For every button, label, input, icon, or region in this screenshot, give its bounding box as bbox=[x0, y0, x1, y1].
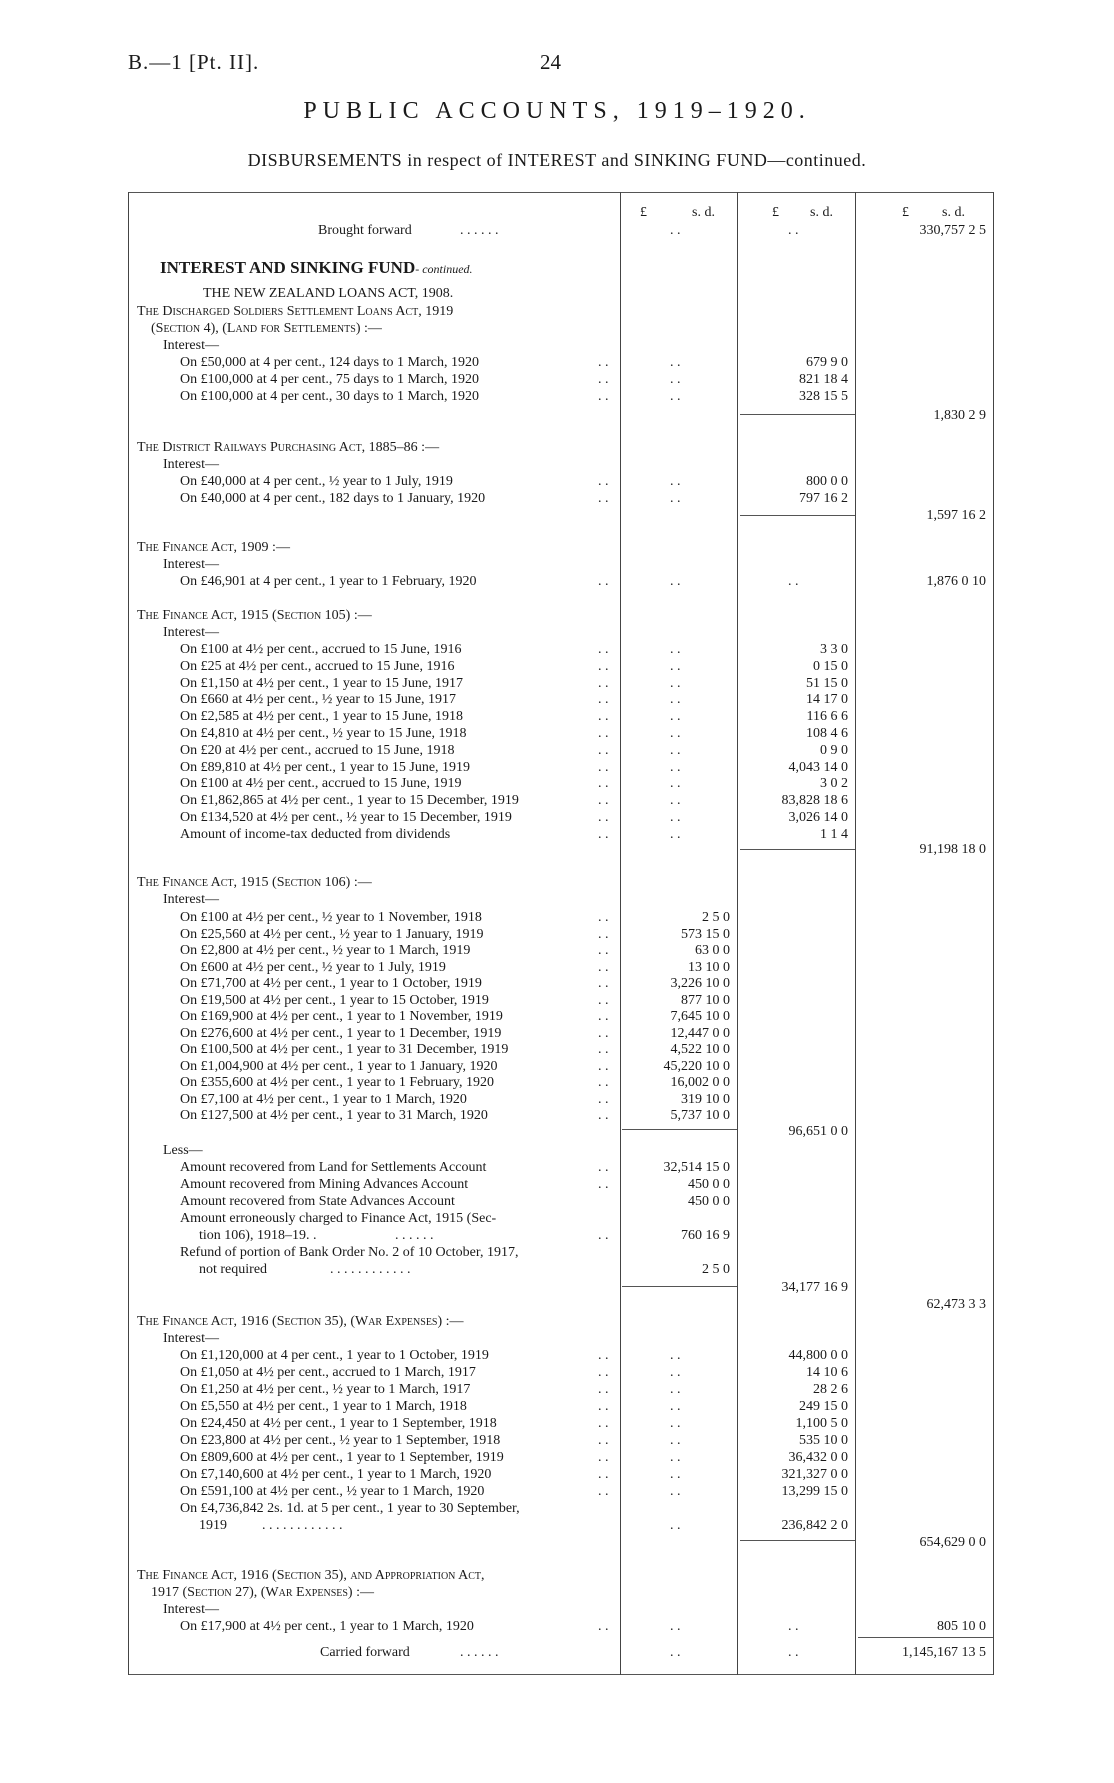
section-heading-main: INTEREST AND SINKING FUND bbox=[160, 258, 416, 277]
col3-sd-header: s. d. bbox=[942, 205, 965, 220]
brought-forward-total: 330,757 2 5 bbox=[919, 223, 986, 238]
amount: 3,226 10 0 bbox=[670, 976, 730, 991]
amount: 116 6 6 bbox=[806, 709, 848, 725]
leader-dots: . . bbox=[598, 1108, 609, 1123]
leader-dots: . . bbox=[670, 826, 681, 842]
leader-dots: . . bbox=[598, 1484, 609, 1499]
amount: 3,026 14 0 bbox=[788, 810, 848, 825]
amount: 4,043 14 0 bbox=[788, 759, 848, 775]
amount: 2 5 0 bbox=[702, 910, 730, 925]
page-number: 24 bbox=[540, 50, 561, 74]
interest-label: Interest— bbox=[163, 338, 219, 353]
leader-dots: . . bbox=[670, 1399, 681, 1414]
list-item: On £4,736,842 2s. 1d. at 5 per cent., 1 year to 30 September, bbox=[180, 1501, 520, 1516]
list-item: On £100 at 4½ per cent., accrued to 15 June, 1919 bbox=[180, 776, 462, 792]
leader-dots: . . bbox=[598, 675, 609, 691]
leader-dots: . . bbox=[670, 574, 681, 589]
col2-sd-header: s. d. bbox=[810, 205, 833, 220]
list-item: On £1,250 at 4½ per cent., ½ year to 1 March, 1917 bbox=[180, 1382, 471, 1397]
leader-dots: . . bbox=[598, 726, 609, 741]
leader-dots: . . bbox=[598, 1467, 609, 1482]
amount: 450 0 0 bbox=[688, 1177, 730, 1192]
leader-dots: . . bbox=[598, 1365, 609, 1380]
amount: 800 0 0 bbox=[806, 474, 848, 489]
list-item: On £17,900 at 4½ per cent., 1 year to 1 March, 1920 bbox=[180, 1619, 474, 1634]
col1-pound-header: £ bbox=[640, 205, 647, 220]
list-item: On £660 at 4½ per cent., ½ year to 15 June, 1917 bbox=[180, 692, 457, 708]
list-item: On £2,800 at 4½ per cent., ½ year to 1 March, 1919 bbox=[180, 943, 471, 958]
document-reference: B.—1 [Pt. II]. bbox=[128, 50, 260, 74]
subtotal-rule bbox=[740, 849, 855, 850]
amount: 0 15 0 bbox=[813, 658, 848, 674]
list-item: On £5,550 at 4½ per cent., 1 year to 1 March, 1918 bbox=[180, 1399, 467, 1414]
amount: 7,645 10 0 bbox=[670, 1009, 730, 1024]
list-item: On £46,901 at 4 per cent., 1 year to 1 February, 1920 bbox=[180, 574, 477, 589]
leader-dots: . . bbox=[670, 1645, 681, 1660]
interest-label: Interest— bbox=[163, 1602, 219, 1617]
amount: 83,828 18 6 bbox=[781, 793, 848, 809]
leader-dots: . . bbox=[598, 959, 609, 975]
page-subtitle: DISBURSEMENTS in respect of INTEREST and SINKING FUND—continued. bbox=[247, 150, 867, 170]
amount: 249 15 0 bbox=[799, 1399, 848, 1414]
leader-dots: . . bbox=[598, 1091, 609, 1107]
amount: 2 5 0 bbox=[702, 1262, 730, 1277]
amount: 450 0 0 bbox=[688, 1194, 730, 1209]
amount: 535 10 0 bbox=[799, 1433, 848, 1448]
leader-dots: . . bbox=[788, 1619, 799, 1634]
block5-less-total: 34,177 16 9 bbox=[781, 1280, 848, 1295]
leader-dots: . . bbox=[670, 1382, 681, 1397]
interest-label: Interest— bbox=[163, 892, 219, 907]
list-item: On £100,000 at 4 per cent., 75 days to 1 March, 1920 bbox=[180, 372, 479, 387]
block4-total: 91,198 18 0 bbox=[919, 842, 986, 857]
amount: 5,737 10 0 bbox=[670, 1108, 730, 1123]
list-item: Amount recovered from Land for Settlements Account bbox=[180, 1160, 487, 1175]
list-item: Amount recovered from State Advances Account bbox=[180, 1194, 455, 1209]
leader-dots: . . bbox=[598, 474, 609, 489]
leader-dots: . . bbox=[598, 1228, 609, 1243]
list-item: On £2,585 at 4½ per cent., 1 year to 15 June, 1918 bbox=[180, 709, 464, 725]
leader-dots: . . bbox=[670, 759, 681, 775]
leader-dots: . . bbox=[598, 992, 609, 1008]
list-item: On £89,810 at 4½ per cent., 1 year to 15 June, 1919 bbox=[180, 759, 471, 775]
block1-title: The Discharged Soldiers Settlement Loans Act, 1919 bbox=[137, 304, 454, 319]
amount: 13,299 15 0 bbox=[781, 1484, 848, 1499]
section-heading-cont: - continued. bbox=[415, 262, 473, 276]
list-item: On £23,800 at 4½ per cent., ½ year to 1 September, 1918 bbox=[180, 1433, 501, 1448]
leader-dots: . . bbox=[598, 1058, 609, 1074]
leader-dots: . . bbox=[598, 1399, 609, 1414]
leader-dots: . . bbox=[598, 1619, 609, 1634]
leader-dots: . . bbox=[670, 726, 681, 741]
amount: 679 9 0 bbox=[806, 355, 848, 370]
list-item: On £355,600 at 4½ per cent., 1 year to 1 February, 1920 bbox=[180, 1075, 495, 1090]
list-item: On £7,100 at 4½ per cent., 1 year to 1 March, 1920 bbox=[180, 1091, 467, 1107]
leader-dots: . . bbox=[598, 1433, 609, 1448]
block1-total: 1,830 2 9 bbox=[933, 408, 986, 423]
table-top-rule bbox=[128, 192, 993, 193]
list-item: On £50,000 at 4 per cent., 124 days to 1 March, 1920 bbox=[180, 355, 479, 370]
list-item: On £24,450 at 4½ per cent., 1 year to 1 September, 1918 bbox=[180, 1416, 497, 1431]
list-item: On £100,000 at 4 per cent., 30 days to 1 March, 1920 bbox=[180, 389, 479, 404]
amount: 321,327 0 0 bbox=[781, 1467, 848, 1482]
leader-dots: . . bbox=[598, 810, 609, 825]
list-item: On £7,140,600 at 4½ per cent., 1 year to 1 March, 1920 bbox=[180, 1467, 492, 1482]
list-item: On £20 at 4½ per cent., accrued to 15 June, 1918 bbox=[180, 742, 455, 758]
list-item: On £1,004,900 at 4½ per cent., 1 year to 1 January, 1920 bbox=[180, 1058, 498, 1074]
subtotal-rule bbox=[740, 515, 855, 516]
leader-dots: . . bbox=[598, 389, 609, 404]
list-item: 1919 bbox=[199, 1518, 227, 1533]
col-rule-3 bbox=[855, 192, 856, 1675]
leader-dots: . . bbox=[598, 491, 609, 506]
amount: 1,100 5 0 bbox=[795, 1416, 848, 1431]
list-item: On £809,600 at 4½ per cent., 1 year to 1 September, 1919 bbox=[180, 1450, 504, 1465]
amount: 108 4 6 bbox=[806, 726, 848, 741]
amount: 45,220 10 0 bbox=[663, 1058, 730, 1074]
block5-total: 62,473 3 3 bbox=[926, 1297, 986, 1312]
leader-dots: . . bbox=[670, 1348, 681, 1363]
col2-pound-header: £ bbox=[772, 205, 779, 220]
amount: 0 9 0 bbox=[820, 742, 848, 758]
leader-dots: . . bbox=[598, 1025, 609, 1041]
col-rule-1 bbox=[620, 192, 621, 1675]
leader-dots: . . bbox=[598, 1177, 609, 1192]
leader-dots: . . bbox=[670, 223, 681, 238]
leader-dots: . . bbox=[598, 692, 609, 708]
leader-dots: . . . . . . . . . . . . bbox=[262, 1518, 343, 1533]
leader-dots: . . bbox=[598, 709, 609, 725]
block4-title: The Finance Act, 1915 (Section 105) :— bbox=[137, 608, 372, 623]
leader-dots: . . bbox=[670, 810, 681, 825]
leader-dots: . . bbox=[670, 1433, 681, 1448]
list-item: On £100 at 4½ per cent., ½ year to 1 November, 1918 bbox=[180, 910, 482, 925]
less-label: Less— bbox=[163, 1143, 203, 1158]
amount: 36,432 0 0 bbox=[788, 1450, 848, 1465]
leader-dots: . . bbox=[670, 709, 681, 725]
list-item: On £127,500 at 4½ per cent., 1 year to 31 March, 1920 bbox=[180, 1108, 488, 1123]
leader-dots: . . bbox=[598, 355, 609, 370]
list-item: Refund of portion of Bank Order No. 2 of 10 October, 1917, bbox=[180, 1245, 519, 1260]
amount: 14 17 0 bbox=[806, 692, 848, 708]
carried-forward-rule bbox=[858, 1637, 993, 1638]
list-item: tion 106), 1918–19. . bbox=[199, 1228, 317, 1243]
leader-dots: . . bbox=[670, 1416, 681, 1431]
amount: 12,447 0 0 bbox=[670, 1025, 730, 1041]
amount: 328 15 5 bbox=[799, 389, 848, 404]
leader-dots: . . bbox=[598, 1416, 609, 1431]
list-item: Amount recovered from Mining Advances Account bbox=[180, 1177, 469, 1192]
leader-dots: . . bbox=[598, 926, 609, 942]
amount: 821 18 4 bbox=[799, 372, 848, 387]
leader-dots: . . bbox=[598, 1450, 609, 1465]
block6-title: The Finance Act, 1916 (Section 35), (War Expenses) :— bbox=[137, 1314, 464, 1329]
leader-dots: . . bbox=[598, 976, 609, 991]
amount: 51 15 0 bbox=[806, 675, 848, 691]
leader-dots: . . bbox=[598, 910, 609, 925]
block7-total: 805 10 0 bbox=[937, 1619, 986, 1634]
amount: 3 0 2 bbox=[820, 776, 848, 792]
subtotal-rule bbox=[622, 1286, 737, 1287]
block3-title: The Finance Act, 1909 :— bbox=[137, 540, 290, 555]
leader-dots: . . bbox=[670, 1467, 681, 1482]
leader-dots: . . . . . . bbox=[395, 1228, 434, 1243]
list-item: On £276,600 at 4½ per cent., 1 year to 1 December, 1919 bbox=[180, 1025, 502, 1041]
leader-dots: . . bbox=[670, 491, 681, 506]
block3-total: 1,876 0 10 bbox=[926, 574, 986, 589]
col-rule-left bbox=[128, 192, 129, 1675]
carried-forward-total: 1,145,167 13 5 bbox=[902, 1645, 986, 1660]
col1-sd-header: s. d. bbox=[692, 205, 715, 220]
list-item: On £19,500 at 4½ per cent., 1 year to 15 October, 1919 bbox=[180, 992, 489, 1008]
subtotal-rule bbox=[622, 1129, 737, 1130]
leader-dots: . . bbox=[670, 372, 681, 387]
list-item: On £1,862,865 at 4½ per cent., 1 year to 15 December, 1919 bbox=[180, 793, 519, 809]
leader-dots: . . bbox=[670, 1484, 681, 1499]
amount: 13 10 0 bbox=[688, 959, 730, 975]
block7-title-cont: 1917 (Section 27), (War Expenses) :— bbox=[151, 1585, 374, 1600]
leader-dots: . . bbox=[598, 574, 609, 589]
leader-dots: . . bbox=[598, 658, 609, 674]
list-item: On £100 at 4½ per cent., accrued to 15 June, 1916 bbox=[180, 642, 462, 657]
list-item: On £100,500 at 4½ per cent., 1 year to 31 December, 1919 bbox=[180, 1042, 509, 1057]
block1-title-cont: (Section 4), (Land for Settlements) :— bbox=[151, 321, 382, 336]
subtotal-rule bbox=[740, 414, 855, 415]
act-heading: THE NEW ZEALAND LOANS ACT, 1908. bbox=[203, 286, 454, 301]
col3-pound-header: £ bbox=[902, 205, 909, 220]
leader-dots: . . bbox=[598, 776, 609, 792]
leader-dots: . . bbox=[598, 742, 609, 758]
leader-dots: . . bbox=[788, 223, 799, 238]
leader-dots: . . bbox=[670, 692, 681, 708]
list-item: On £1,120,000 at 4 per cent., 1 year to 1 October, 1919 bbox=[180, 1348, 489, 1363]
amount: 236,842 2 0 bbox=[781, 1518, 848, 1533]
leader-dots: . . bbox=[670, 658, 681, 674]
list-item: On £169,900 at 4½ per cent., 1 year to 1 November, 1919 bbox=[180, 1009, 503, 1024]
block5-title: The Finance Act, 1915 (Section 106) :— bbox=[137, 875, 372, 890]
interest-label: Interest— bbox=[163, 457, 219, 472]
carried-forward-label: Carried forward bbox=[320, 1645, 410, 1660]
amount: 28 2 6 bbox=[813, 1382, 848, 1397]
list-item: On £591,100 at 4½ per cent., ½ year to 1 March, 1920 bbox=[180, 1484, 485, 1499]
interest-label: Interest— bbox=[163, 1331, 219, 1346]
leader-dots: . . bbox=[788, 1645, 799, 1660]
section-heading bbox=[160, 258, 473, 279]
interest-label: Interest— bbox=[163, 625, 219, 640]
leader-dots: . . bbox=[670, 642, 681, 657]
block6-total: 654,629 0 0 bbox=[919, 1535, 986, 1550]
amount: 63 0 0 bbox=[695, 943, 730, 958]
leader-dots: . . bbox=[598, 793, 609, 809]
leader-dots: . . bbox=[670, 776, 681, 792]
amount: 4,522 10 0 bbox=[670, 1042, 730, 1057]
list-item: On £1,050 at 4½ per cent., accrued to 1 March, 1917 bbox=[180, 1365, 476, 1380]
leader-dots: . . bbox=[598, 826, 609, 842]
block2-title: The District Railways Purchasing Act, 1885–86 :— bbox=[137, 440, 440, 455]
page-title: PUBLIC ACCOUNTS, 1919–1920. bbox=[303, 98, 811, 124]
amount: 3 3 0 bbox=[820, 642, 848, 657]
leader-dots: . . bbox=[670, 793, 681, 809]
leader-dots: . . . . . . . . . . . . bbox=[330, 1262, 411, 1277]
leader-dots: . . bbox=[670, 675, 681, 691]
leader-dots: . . bbox=[598, 1009, 609, 1024]
interest-label: Interest— bbox=[163, 557, 219, 572]
leader-dots: . . bbox=[598, 943, 609, 958]
list-item: not required bbox=[199, 1262, 268, 1277]
leader-dots: . . bbox=[598, 642, 609, 657]
leader-dots: . . bbox=[670, 389, 681, 404]
leader-dots: . . bbox=[670, 1450, 681, 1465]
amount: 573 15 0 bbox=[681, 926, 730, 942]
col-rule-right bbox=[993, 192, 994, 1675]
amount: 797 16 2 bbox=[799, 491, 848, 506]
leader-dots: . . bbox=[670, 474, 681, 489]
list-item: On £40,000 at 4 per cent., 182 days to 1 January, 1920 bbox=[180, 491, 486, 506]
list-item: On £71,700 at 4½ per cent., 1 year to 1 October, 1919 bbox=[180, 976, 482, 991]
list-item: On £134,520 at 4½ per cent., ½ year to 15 December, 1919 bbox=[180, 810, 512, 825]
list-item: Amount erroneously charged to Finance Act, 1915 (Sec- bbox=[180, 1211, 497, 1226]
list-item: Amount of income-tax deducted from dividends bbox=[180, 826, 451, 842]
amount: 877 10 0 bbox=[681, 992, 730, 1008]
list-item: On £600 at 4½ per cent., ½ year to 1 July, 1919 bbox=[180, 959, 446, 975]
leader-dots: . . bbox=[598, 372, 609, 387]
leader-dots: . . bbox=[598, 1075, 609, 1090]
list-item: On £25,560 at 4½ per cent., ½ year to 1 January, 1919 bbox=[180, 926, 484, 942]
leader-dots: . . bbox=[598, 1160, 609, 1175]
leader-dots: . . bbox=[598, 1348, 609, 1363]
amount: 44,800 0 0 bbox=[788, 1348, 848, 1363]
table-bottom-rule bbox=[128, 1674, 993, 1675]
amount: 760 16 9 bbox=[681, 1228, 730, 1243]
list-item: On £25 at 4½ per cent., accrued to 15 June, 1916 bbox=[180, 658, 455, 674]
leader-dots: . . bbox=[670, 1619, 681, 1634]
list-item: On £1,150 at 4½ per cent., 1 year to 15 June, 1917 bbox=[180, 675, 464, 691]
leader-dots: . . . . . . bbox=[460, 1645, 499, 1660]
amount: 14 10 6 bbox=[806, 1365, 848, 1380]
leader-dots: . . bbox=[598, 1382, 609, 1397]
amount: 319 10 0 bbox=[681, 1091, 730, 1107]
leader-dots: . . bbox=[598, 759, 609, 775]
col-rule-2 bbox=[737, 192, 738, 1675]
list-item: On £40,000 at 4 per cent., ½ year to 1 July, 1919 bbox=[180, 474, 453, 489]
block7-title: The Finance Act, 1916 (Section 35), and Appropriation Act, bbox=[137, 1568, 485, 1583]
amount: 1 1 4 bbox=[820, 826, 848, 842]
leader-dots: . . bbox=[670, 355, 681, 370]
leader-dots: . . bbox=[670, 742, 681, 758]
amount: 32,514 15 0 bbox=[663, 1160, 730, 1175]
list-item: On £4,810 at 4½ per cent., ½ year to 15 June, 1918 bbox=[180, 726, 467, 741]
block5-subtotal: 96,651 0 0 bbox=[788, 1124, 848, 1139]
leader-dots: . . bbox=[670, 1518, 681, 1533]
amount: 16,002 0 0 bbox=[670, 1075, 730, 1090]
leader-dots: . . . . . . bbox=[460, 223, 499, 238]
leader-dots: . . bbox=[788, 574, 799, 589]
leader-dots: . . bbox=[598, 1042, 609, 1057]
subtotal-rule bbox=[740, 1540, 855, 1541]
block2-total: 1,597 16 2 bbox=[926, 508, 986, 523]
leader-dots: . . bbox=[670, 1365, 681, 1380]
brought-forward-label: Brought forward bbox=[318, 223, 412, 238]
